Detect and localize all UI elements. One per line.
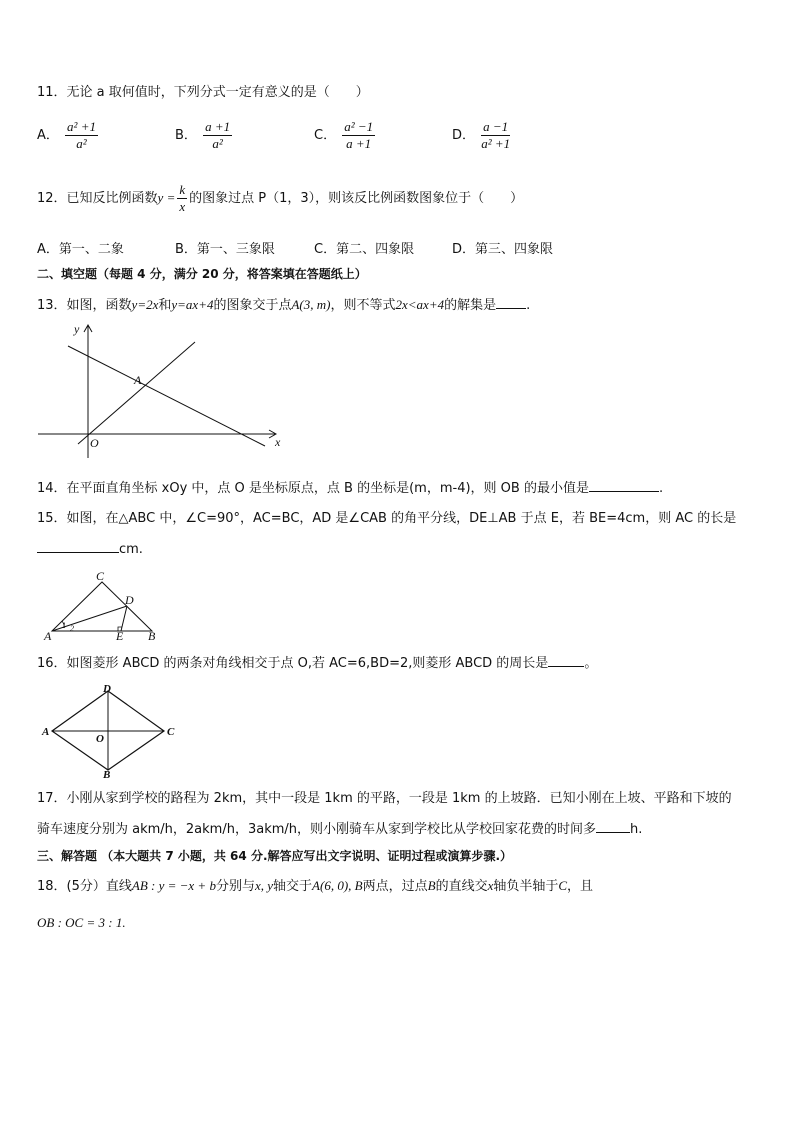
- label-2: 2: [70, 624, 74, 633]
- answer-blank: [37, 540, 119, 553]
- q12-option-a: A．第一、二象: [37, 242, 124, 257]
- q11-option-b: B． $\frac{a +1}{\text{a²}}$: [175, 119, 231, 151]
- q16-stem: 16．如图菱形 ABCD 的两条对角线相交于点 O,若 AC=6,BD=2,则菱形 ABCD 的周长是 。: [37, 656, 598, 671]
- x-label: x: [275, 435, 281, 449]
- line-y-2x: [78, 342, 195, 444]
- answer-blank: [548, 654, 584, 667]
- q15-stem: 15．如图，在△ABC 中，∠C=90°，AC=BC，AD 是∠CAB 的角平分线，DE⊥AB 于点 E，若 BE=4cm，则 AC 的长是: [37, 511, 737, 526]
- q11-option-c: C． $\frac{\text{a² −1}}{a +1}$: [314, 119, 374, 151]
- q18-stem: 18．(5分）直线AB : y = −x + b分别与x, y轴交于A(6, 0), B两点，过点B的直线交x轴负半轴于C，且: [37, 878, 594, 894]
- q11-option-a: A． $\frac{\text{a² +1}}{\text{a²}}$: [37, 119, 96, 151]
- q17-stem: 17．小刚从家到学校的路程为 2km，其中一段是 1km 的平路，一段是 1km 的上坡路．已知小刚在上坡、平路和下坡的: [37, 791, 732, 806]
- q12-option-b: B．第一、三象限: [175, 242, 275, 257]
- q18-ratio: OB : OC = 3 : 1.: [37, 915, 126, 930]
- q12-option-d: D．第三、四象限: [452, 242, 554, 257]
- fraction: $\frac{\text{a² +1}}{\text{a²}}$: [67, 119, 96, 151]
- label-b: B: [148, 629, 156, 643]
- q16-rhombus-figure: [40, 682, 190, 782]
- q15-stem-cont: cm.: [37, 540, 143, 559]
- q11-option-d: D． $\frac{a -1}{\text{a² +1}}$: [452, 119, 511, 151]
- label-a: A: [44, 629, 52, 643]
- fraction: $\frac{a -1}{\text{a² +1}}$: [481, 119, 511, 151]
- q13-stem: 13．如图，函数y=2x和y=ax+4的图象交于点A(3, m)，则不等式2x<ax+4的解集是 .: [37, 297, 531, 313]
- triangle-abc: [52, 582, 152, 631]
- answer-blank: [596, 820, 630, 833]
- q11-stem: 11．无论 a 取何值时，下列分式一定有意义的是（ ）: [37, 85, 369, 100]
- line-y-ax-4: [68, 346, 265, 446]
- point-a-label: A: [134, 373, 142, 387]
- label-b: B: [103, 769, 111, 781]
- answer-blank: [589, 479, 659, 492]
- label-o: O: [96, 733, 104, 745]
- label-d: D: [125, 593, 134, 607]
- label-c: C: [96, 569, 105, 583]
- origin-label: O: [90, 436, 99, 450]
- fraction: $\frac{\text{a² −1}}{a +1}$: [344, 119, 374, 151]
- q12-stem: 12．已知反比例函数y = $\frac{k}{x}$ 的图象过点 P（1，3），则该反比例函数图象位于（ ）: [37, 182, 524, 214]
- label-e: E: [116, 629, 124, 643]
- q17-stem-cont: 骑车速度分别为 akm/h，2akm/h，3akm/h，则小刚骑车从家到学校比从学校回家花费的时间多 h.: [37, 822, 643, 837]
- q15-triangle-figure: [40, 569, 170, 643]
- y-label: y: [74, 322, 80, 336]
- fraction: $\frac{k}{x}$: [179, 182, 186, 214]
- fraction: $\frac{a +1}{\text{a²}}$: [205, 119, 231, 151]
- section-2-heading: 二、填空题（每题 4 分，满分 20 分，将答案填在答题纸上）: [37, 267, 367, 281]
- label-d: D: [103, 683, 111, 695]
- q12-option-c: C．第二、四象限: [314, 242, 415, 257]
- q13-graph: [35, 320, 295, 460]
- answer-blank: [496, 296, 526, 309]
- label-c: C: [167, 726, 175, 738]
- label-1: 1: [62, 621, 66, 630]
- q14-stem: 14．在平面直角坐标 xOy 中，点 O 是坐标原点，点 B 的坐标是(m，m-4)，则 OB 的最小值是 .: [37, 481, 664, 496]
- label-a: A: [42, 726, 50, 738]
- section-3-heading: 三、解答题 （本大题共 7 小题，共 64 分.解答应写出文字说明、证明过程或演算步骤.）: [37, 849, 513, 863]
